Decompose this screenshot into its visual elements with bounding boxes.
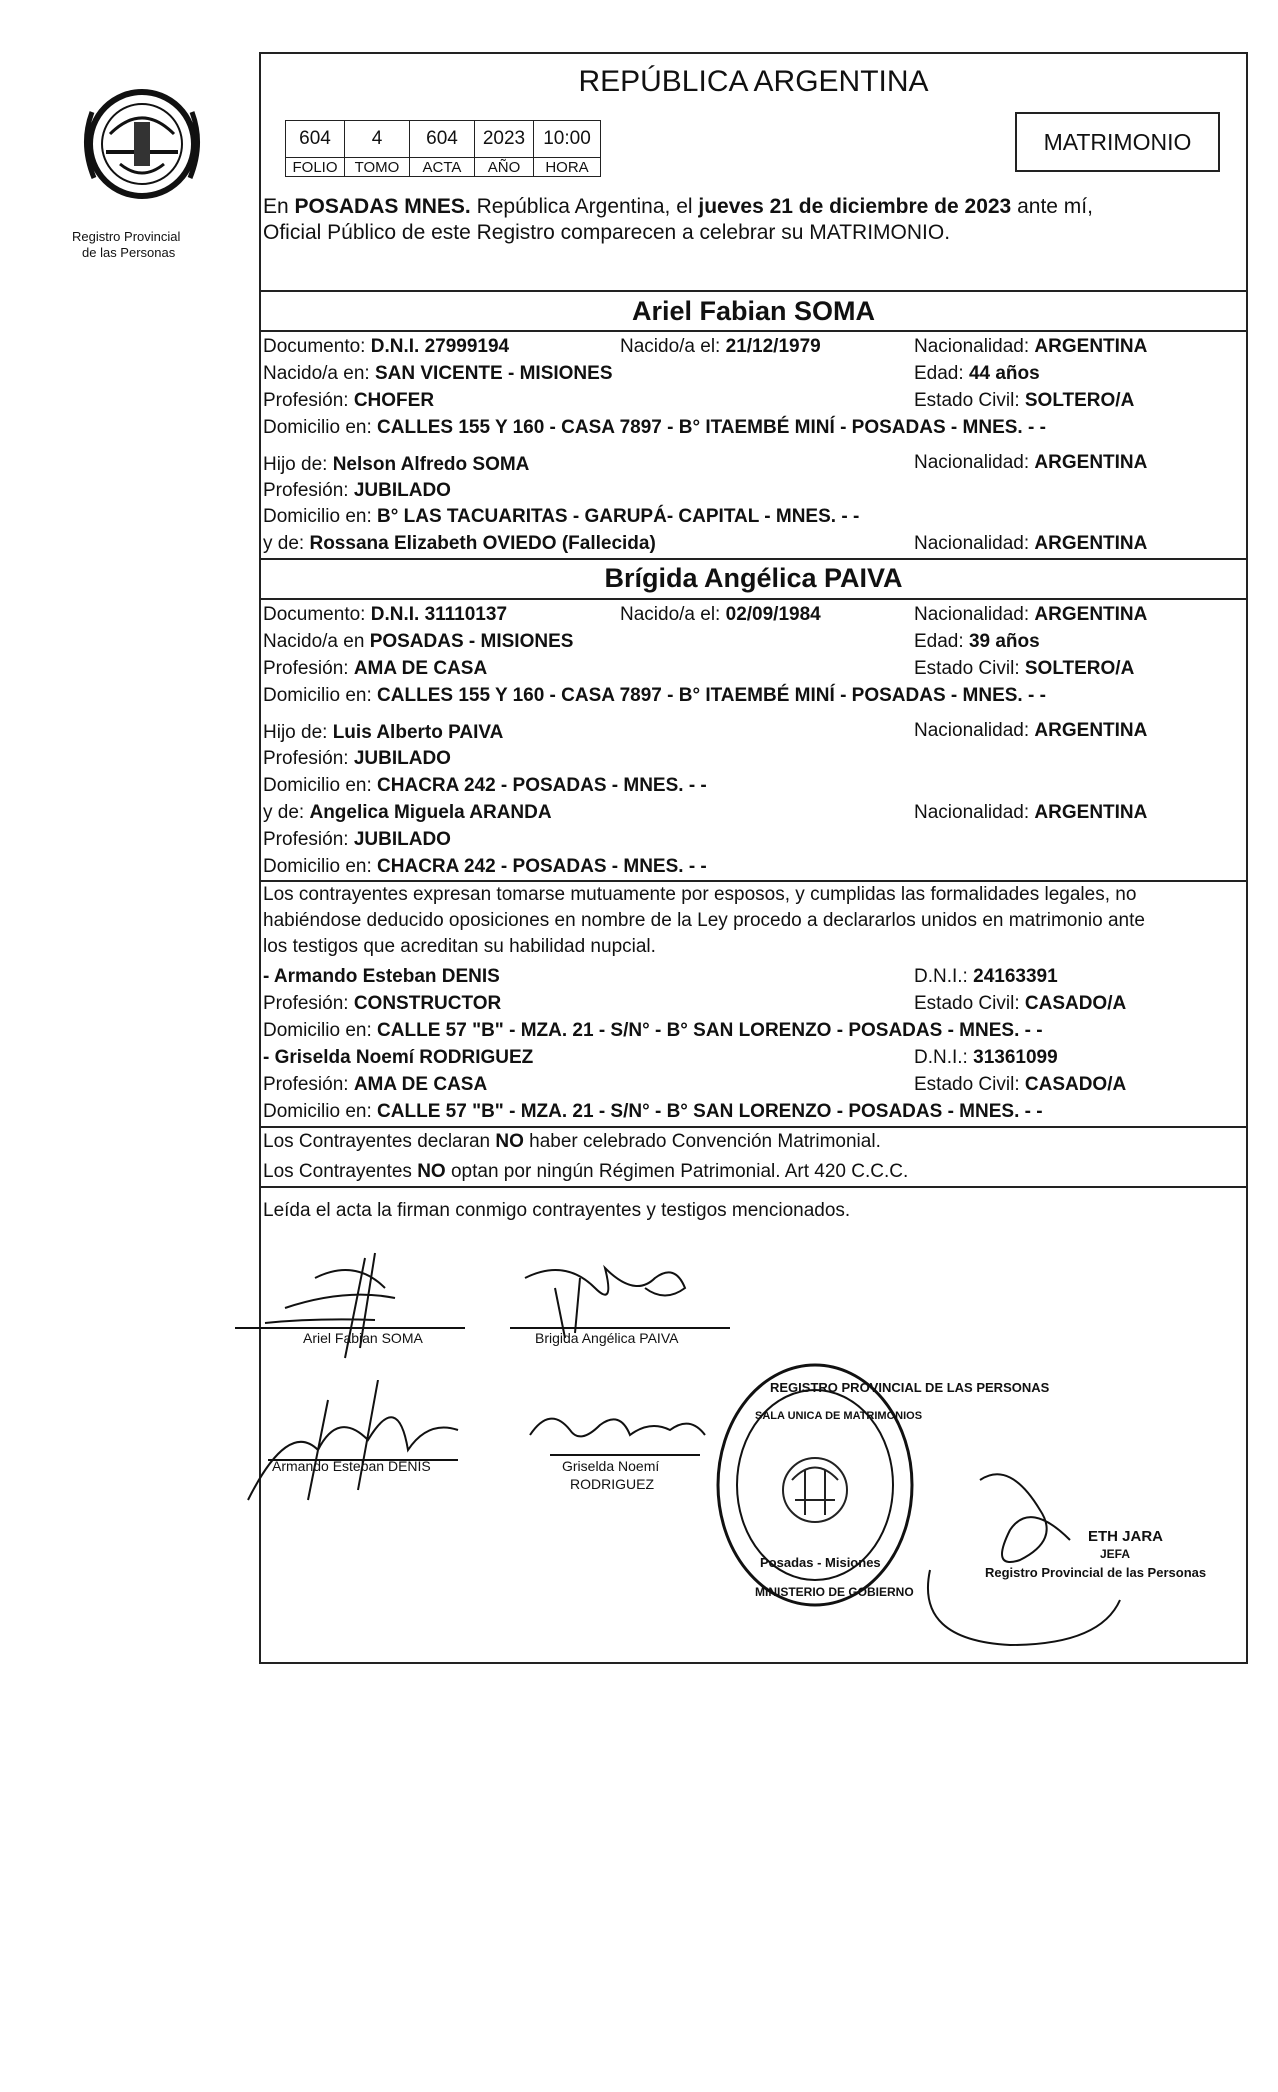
spouse2-age: Edad: 39 años bbox=[914, 631, 1040, 652]
witness1-address: Domicilio en: CALLE 57 "B" - MZA. 21 - S/N° - B° SAN LORENZO - POSADAS - MNES. - - bbox=[263, 1020, 1043, 1041]
spouse1-age: Edad: 44 años bbox=[914, 363, 1040, 384]
declaration-line1: Los contrayentes expresan tomarse mutuamente por esposos, y cumplidas las formalidades legales, no bbox=[263, 884, 1137, 905]
spouse2-mother-nationality: Nacionalidad: ARGENTINA bbox=[914, 802, 1148, 823]
spouse1-name: Ariel Fabian SOMA bbox=[631, 296, 876, 326]
logo-line1: Registro Provincial bbox=[72, 229, 181, 244]
folio-label: FOLIO bbox=[286, 158, 345, 177]
witness1-civil-status: Estado Civil: CASADO/A bbox=[914, 993, 1127, 1014]
spouse1-address: Domicilio en: CALLES 155 Y 160 - CASA 7897 - B° ITAEMBÉ MINÍ - POSADAS - MNES. - - bbox=[263, 417, 1046, 438]
registry-logo bbox=[70, 82, 210, 222]
spouse1-father: Hijo de: Nelson Alfredo SOMA bbox=[263, 454, 530, 475]
signature-label-spouse2: Brigida Angélica PAIVA bbox=[535, 1330, 679, 1346]
officer-registry: Registro Provincial de las Personas bbox=[985, 1565, 1207, 1580]
registry-seal-icon bbox=[70, 82, 210, 222]
witness1-profession: Profesión: CONSTRUCTOR bbox=[263, 993, 502, 1014]
signature-spouse1 bbox=[225, 1248, 475, 1368]
stamp-outer-text: REGISTRO PROVINCIAL DE LAS PERSONAS bbox=[770, 1380, 1050, 1395]
spouse2-mother-profession: Profesión: JUBILADO bbox=[263, 829, 451, 850]
divider bbox=[259, 1186, 1248, 1188]
divider bbox=[259, 598, 1248, 600]
convention-line2: Los Contrayentes NO optan por ningún Régimen Patrimonial. Art 420 C.C.C. bbox=[263, 1161, 909, 1182]
witness1-dni: D.N.I.: 24163391 bbox=[914, 966, 1058, 987]
divider bbox=[259, 290, 1248, 292]
spouse1-civil-status: Estado Civil: SOLTERO/A bbox=[914, 390, 1135, 411]
acta-label: ACTA bbox=[410, 158, 475, 177]
divider bbox=[259, 1126, 1248, 1128]
witness2-name: - Griselda Noemí RODRIGUEZ bbox=[263, 1047, 534, 1068]
hora-value: 10:00 bbox=[534, 121, 601, 158]
hora-label: HORA bbox=[534, 158, 601, 177]
spouse1-mother-nationality: Nacionalidad: ARGENTINA bbox=[914, 533, 1148, 554]
declaration-line2: habiéndose deducido oposiciones en nombre de la Ley procedo a declararlos unidos en matrimonio ante bbox=[263, 910, 1145, 931]
country-title: REPÚBLICA ARGENTINA bbox=[578, 65, 929, 98]
stamp-inner-text: SALA UNICA DE MATRIMONIOS bbox=[755, 1410, 923, 1422]
witness1-name: - Armando Esteban DENIS bbox=[263, 966, 500, 987]
spouse2-document: Documento: D.N.I. 31110137 bbox=[263, 604, 508, 625]
divider bbox=[259, 330, 1248, 332]
signature-witness1 bbox=[228, 1380, 488, 1510]
spouse2-father: Hijo de: Luis Alberto PAIVA bbox=[263, 722, 504, 743]
stamp-ministry-text: MINISTERIO DE GOBIERNO bbox=[755, 1585, 914, 1599]
official-stamp bbox=[710, 1360, 923, 1620]
divider bbox=[259, 558, 1248, 560]
tomo-label: TOMO bbox=[345, 158, 410, 177]
stamp-bottom-text: Posadas - Misiones bbox=[760, 1555, 881, 1570]
intro-line2: Oficial Público de este Registro comparecen a celebrar su MATRIMONIO. bbox=[263, 221, 951, 244]
spouse2-father-nationality: Nacionalidad: ARGENTINA bbox=[914, 720, 1148, 741]
spouse1-birthdate: Nacido/a el: 21/12/1979 bbox=[620, 336, 821, 357]
spouse1-document: Documento: D.N.I. 27999194 bbox=[263, 336, 510, 357]
spouse2-civil-status: Estado Civil: SOLTERO/A bbox=[914, 658, 1135, 679]
witness2-profession: Profesión: AMA DE CASA bbox=[263, 1074, 488, 1095]
closing-statement: Leída el acta la firman conmigo contrayentes y testigos mencionados. bbox=[263, 1200, 851, 1221]
spouse2-mother-address: Domicilio en: CHACRA 242 - POSADAS - MNES. - - bbox=[263, 856, 707, 877]
spouse1-nationality: Nacionalidad: ARGENTINA bbox=[914, 336, 1148, 357]
intro-line1: En POSADAS MNES. República Argentina, el jueves 21 de diciembre de 2023 ante mí, bbox=[263, 195, 1093, 218]
signature-label-witness2-a: Griselda Noemí bbox=[562, 1458, 660, 1474]
spouse2-mother: y de: Angelica Miguela ARANDA bbox=[263, 802, 552, 823]
signature-label-witness1: Armando Esteban DENIS bbox=[272, 1458, 431, 1474]
spouse1-father-profession: Profesión: JUBILADO bbox=[263, 480, 451, 501]
spouse2-nationality: Nacionalidad: ARGENTINA bbox=[914, 604, 1148, 625]
spouse1-profession: Profesión: CHOFER bbox=[263, 390, 435, 411]
anio-label: AÑO bbox=[475, 158, 534, 177]
spouse1-father-nationality: Nacionalidad: ARGENTINA bbox=[914, 452, 1148, 473]
acta-value: 604 bbox=[410, 121, 475, 158]
declaration-line3: los testigos que acreditan su habilidad nupcial. bbox=[263, 936, 656, 957]
record-meta-table bbox=[285, 120, 601, 177]
spouse2-father-address: Domicilio en: CHACRA 242 - POSADAS - MNES. - - bbox=[263, 775, 707, 796]
spouse1-father-address: Domicilio en: B° LAS TACUARITAS - GARUPÁ- CAPITAL - MNES. - - bbox=[263, 506, 860, 527]
tomo-value: 4 bbox=[345, 121, 410, 158]
convention-line1: Los Contrayentes declaran NO haber celebrado Convención Matrimonial. bbox=[263, 1131, 881, 1152]
folio-value: 604 bbox=[286, 121, 345, 158]
spouse1-birthplace: Nacido/a en: SAN VICENTE - MISIONES bbox=[263, 363, 613, 384]
officer-title: JEFA bbox=[1100, 1547, 1131, 1561]
witness2-civil-status: Estado Civil: CASADO/A bbox=[914, 1074, 1127, 1095]
logo-line2: de las Personas bbox=[82, 245, 176, 260]
spouse2-name: Brígida Angélica PAIVA bbox=[604, 563, 903, 593]
witness2-dni: D.N.I.: 31361099 bbox=[914, 1047, 1058, 1068]
spouse2-birthplace: Nacido/a en POSADAS - MISIONES bbox=[263, 631, 574, 652]
witness2-address: Domicilio en: CALLE 57 "B" - MZA. 21 - S/N° - B° SAN LORENZO - POSADAS - MNES. - - bbox=[263, 1101, 1043, 1122]
spouse2-birthdate: Nacido/a el: 02/09/1984 bbox=[620, 604, 821, 625]
signature-label-witness2-b: RODRIGUEZ bbox=[570, 1476, 654, 1492]
signature-witness2 bbox=[520, 1395, 720, 1465]
record-type-box: MATRIMONIO bbox=[1015, 112, 1220, 172]
spouse1-mother: y de: Rossana Elizabeth OVIEDO (Fallecida) bbox=[263, 533, 656, 554]
officer-name: ETH JARA bbox=[1088, 1528, 1164, 1545]
divider bbox=[259, 880, 1248, 882]
spouse2-address: Domicilio en: CALLES 155 Y 160 - CASA 7897 - B° ITAEMBÉ MINÍ - POSADAS - MNES. - - bbox=[263, 685, 1046, 706]
signature-label-spouse1: Ariel Fabian SOMA bbox=[303, 1330, 423, 1346]
anio-value: 2023 bbox=[475, 121, 534, 158]
spouse2-profession: Profesión: AMA DE CASA bbox=[263, 658, 488, 679]
spouse2-father-profession: Profesión: JUBILADO bbox=[263, 748, 451, 769]
